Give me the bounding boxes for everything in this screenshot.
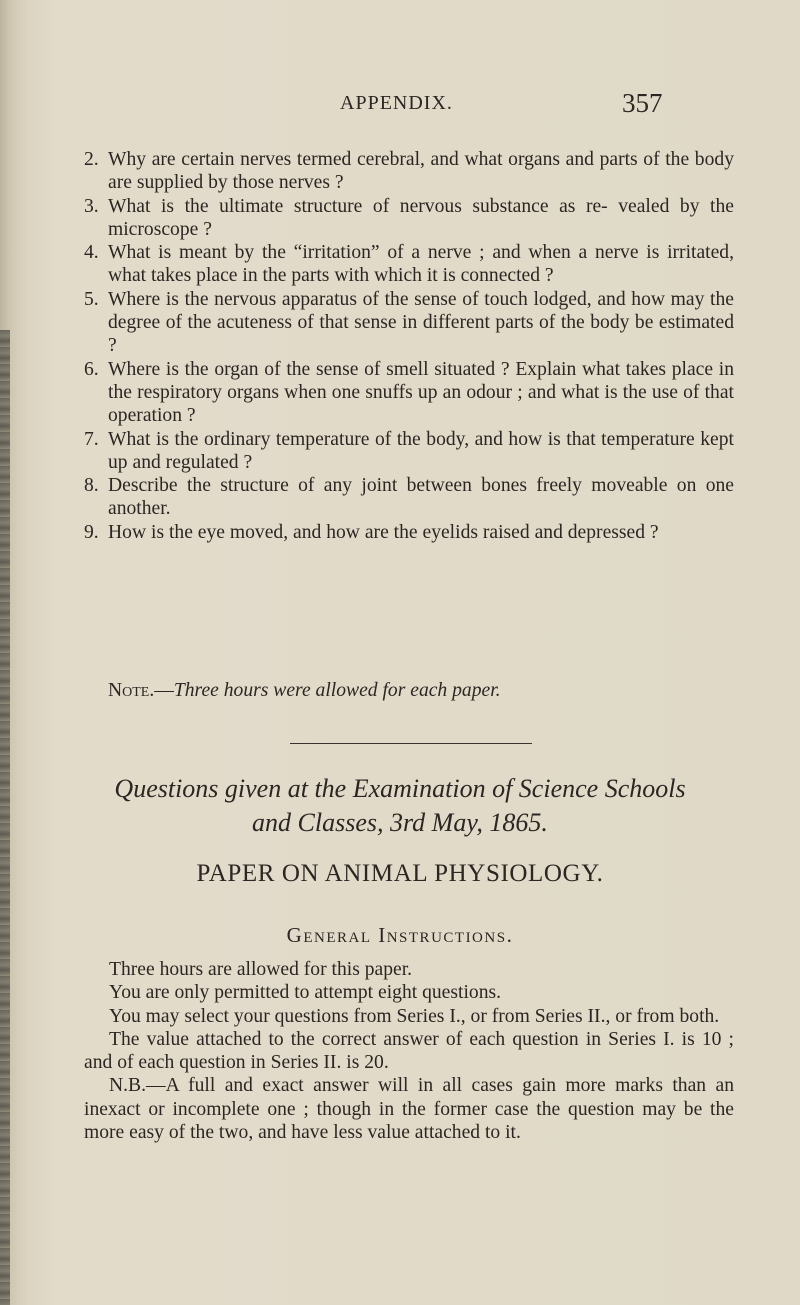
question-text: What is meant by the “irritation” of a nerve ; and when a nerve is irritated, what takes place in the parts with which it is connected ?: [108, 242, 734, 287]
question-item: [84, 195, 734, 242]
instructions-list: [84, 958, 734, 1144]
page-number: 357: [622, 88, 663, 118]
note-dash: —: [154, 680, 174, 701]
question-number: 3.: [84, 195, 99, 217]
question-item: [84, 148, 734, 195]
question-text: What is the ultimate structure of nervous substance as re- vealed by the microscope ?: [108, 195, 734, 240]
question-text: Where is the organ of the sense of smell situated ? Explain what takes place in the respiratory organs when one snuffs up an odour ; and what is the use of that operation ?: [108, 358, 734, 427]
question-number: 6.: [84, 358, 99, 380]
question-list: [84, 148, 734, 544]
question-item: [84, 288, 734, 358]
question-number: 4.: [84, 242, 99, 264]
question-text: How is the eye moved, and how are the eyelids raised and depressed ?: [108, 521, 659, 543]
question-number: 5.: [84, 288, 99, 310]
question-number: 2.: [84, 149, 99, 170]
exam-title-line-1: Questions given at the Examination of Science Schools: [114, 774, 686, 803]
instruction-paragraph: You may select your questions from Series I., or from Series II., or from both.: [109, 1005, 720, 1027]
question-item: [84, 241, 734, 288]
question-item: [84, 428, 734, 475]
instruction-paragraph: The value attached to the correct answer of each question in Series I. is 10 ; and of each question in Series II. is 20.: [84, 1028, 734, 1074]
page-header: [0, 88, 800, 128]
question-text: Why are certain nerves termed cerebral, and what organs and parts of the body are supplied by those nerves ?: [108, 149, 734, 194]
question-text: Where is the nervous apparatus of the sense of touch lodged, and how may the degree of the acuteness of that sense in different parts of the body be estimated ?: [108, 288, 734, 357]
section-divider: [290, 743, 532, 744]
instruction-paragraph: You are only permitted to attempt eight questions.: [109, 982, 502, 1004]
question-item: [84, 474, 734, 521]
instruction-paragraph: N.B.—A full and exact answer will in all cases gain more marks than an inexact or incomplete one ; though in the former case the question may be the more easy of the two, and have less value attached to it.: [84, 1075, 734, 1144]
note: [108, 680, 501, 702]
note-text: Three hours were allowed for each paper.: [173, 680, 501, 701]
note-label: Note.: [108, 680, 155, 701]
running-head: APPENDIX.: [340, 92, 453, 114]
question-number: 7.: [84, 428, 99, 450]
question-text: What is the ordinary temperature of the body, and how is that temperature kept up and regulated ?: [108, 428, 734, 473]
instruction-paragraph: Three hours are allowed for this paper.: [109, 959, 413, 980]
question-item: [84, 358, 734, 428]
question-text: Describe the structure of any joint between bones freely moveable on one another.: [108, 475, 734, 520]
instructions-heading: General Instructions.: [286, 923, 514, 947]
question-number: 8.: [84, 475, 99, 497]
paper-title: PAPER ON ANIMAL PHYSIOLOGY.: [196, 860, 604, 887]
exam-title-line-2: and Classes, 3rd May, 1865.: [252, 808, 548, 837]
question-item: [84, 521, 734, 544]
question-number: 9.: [84, 521, 99, 543]
